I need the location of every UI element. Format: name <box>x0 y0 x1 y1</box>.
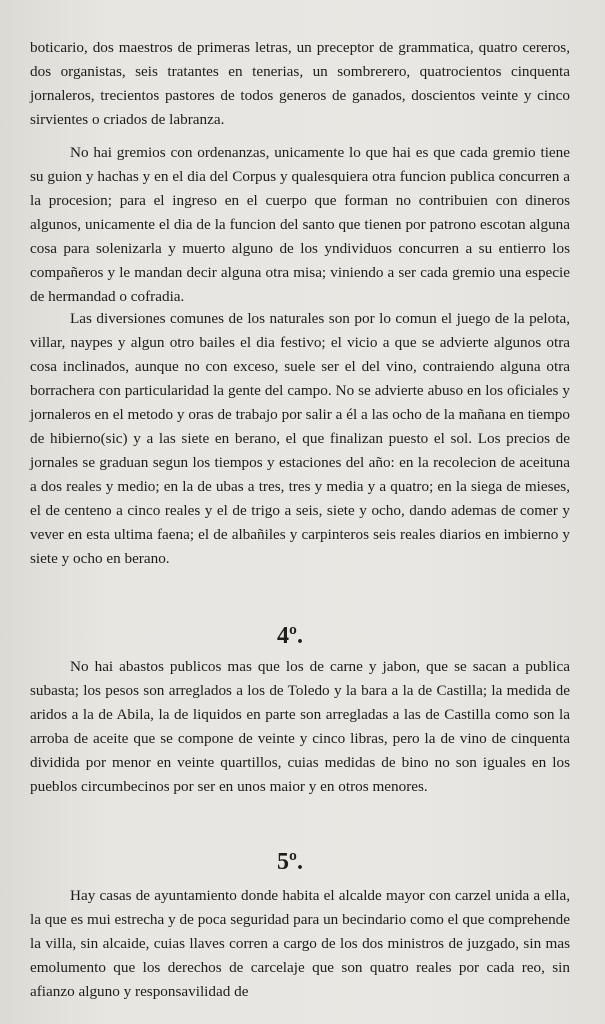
paragraph-5: Hay casas de ayuntamiento donde habita el alcalde mayor con carzel unida a ella, la que es mui estrecha y de poca seguridad para un becindario como el que comprehende la villa, sin alcaide, cuias llaves corren a cargo de los dos ministros de juzgado, sin mas emolumento que los derechos de carcelaje que son quatro reales por cada reo, sin afianzo alguno y responsavilidad de <box>30 887 570 1000</box>
paragraph-3: Las diversiones comunes de los naturales son por lo comun el juego de la pelota, villar, naypes y algun otro bailes el dia festivo; el vicio a que se advierte algunos otra cosa inclinados, aunque no con exceso, suele ser el del vino, contraiendo alguna otra borrachera con particularidad la gente del campo. No se advierte abuso en los oficiales y jornaleros en el metodo y oras de trabajo por salir a él a las ocho de la mañana en tiempo de hibierno(sic) y a las siete en berano, el que finalizan puesto el sol. Los precios de jornales se graduan segun los tiempos y estaciones del año: en la recolecion de aceituna a dos reales y medio; en la de ubas a tres, tres y media y a quatro; en la siega de mieses, el de centeno a cinco reales y el de trigo a seis, siete y ocho, dando ademas de comer y vever en esta ultima faena; el de albañiles y carpinteros seis reales diarios en imbierno y siete y ocho en berano. <box>30 310 570 567</box>
section-heading-5: 5º. <box>277 849 303 875</box>
paragraph-4: No hai abastos publicos mas que los de carne y jabon, que se sacan a publica subasta; los pesos son arreglados a los de Toledo y la bara a la de Castilla; la medida de aridos a la de Abila, la de liquidos en parte son arregladas a las de Castilla como son la arroba de aceite que se compone de veinte y cinco libras, pero la de vino de cinquenta dividida por menor en veinte quartillos, cuias medidas de bino no son iguales en los pueblos circumbecinos por ser en unos maior y en otros menores. <box>30 658 570 795</box>
paragraph-2: No hai gremios con ordenanzas, unicamente lo que hai es que cada gremio tiene su guion y hachas y en el dia del Corpus y qualesquiera otra funcion publica concurren a la procesion; para el ingreso en el cuerpo que forman no contribuien con dineros algunos, unicamente el dia de la funcion del santo que tienen por patrono escotan alguna cosa para solenizarla y muerto alguno de los yndividuos concurren a su entierro los compañeros y le mandan decir alguna otra misa; viniendo a ser cada gremio una especie de hermandad o cofradia. <box>30 144 570 305</box>
section-heading-4: 4º. <box>277 623 303 649</box>
paragraph-1: boticario, dos maestros de primeras letras, un preceptor de grammatica, quatro cereros, dos organistas, seis tratantes en tenerias, un sombrerero, quatrocientos cinquenta jornaleros, trecientos pastores de todos generos de ganados, doscientos veinte y cinco sirvientes o criados de labranza. <box>30 39 570 128</box>
